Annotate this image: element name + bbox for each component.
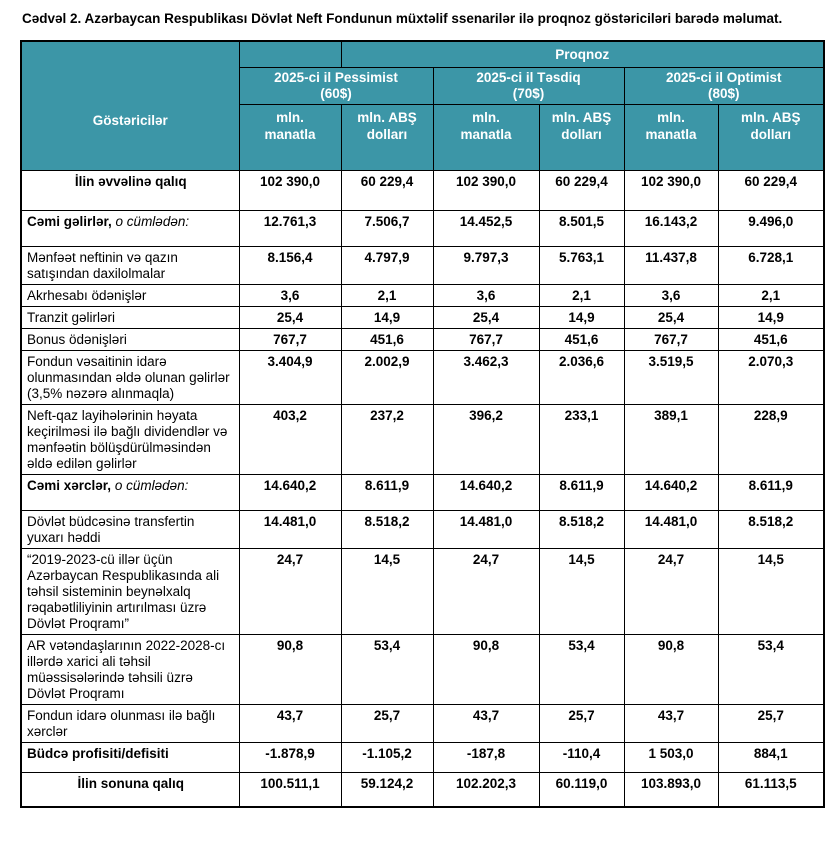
forecast-header-cell: Proqnoz: [341, 41, 824, 67]
scenario-header-cell: [433, 67, 624, 104]
empty-header-cell: [239, 41, 341, 67]
row-value: 14,9: [539, 307, 624, 329]
row-value: 2,1: [718, 285, 824, 307]
row-value: 14,9: [341, 307, 433, 329]
table-row: [21, 511, 824, 549]
unit-header-manat: [239, 105, 341, 171]
row-value: 14.481,0: [624, 511, 718, 549]
unit-header-manat-label: mln. manatla: [264, 110, 316, 142]
row-value: 237,2: [341, 405, 433, 475]
row-value: 25,7: [341, 705, 433, 743]
row-label: Neft-qaz layihələrinin həyata keçirilməsi ilə bağlı dividendlər və mənfəətin bölüşdürülməsindən əldə edilən gəlirlər: [21, 405, 239, 475]
row-value: 8.611,9: [539, 475, 624, 511]
table-row: [21, 285, 824, 307]
row-value: 90,8: [433, 635, 539, 705]
row-value: 2.070,3: [718, 351, 824, 405]
scenario-oil-price: (60$): [320, 85, 352, 101]
row-value: 767,7: [433, 329, 539, 351]
scenario-label: 2025-ci il Təsdiq: [476, 69, 581, 85]
row-value: 451,6: [718, 329, 824, 351]
row-label: İlin sonuna qalıq: [21, 773, 239, 807]
row-value: 60.119,0: [539, 773, 624, 807]
row-value: 9.496,0: [718, 211, 824, 247]
table-row: [21, 307, 824, 329]
unit-header-manat: [624, 105, 718, 171]
row-value: 228,9: [718, 405, 824, 475]
row-value: 767,7: [624, 329, 718, 351]
row-value: 14.640,2: [624, 475, 718, 511]
row-value: 8.611,9: [718, 475, 824, 511]
row-value: 43,7: [239, 705, 341, 743]
row-value: 14.452,5: [433, 211, 539, 247]
row-label: Fondun idarə olunması ilə bağlı xərclər: [21, 705, 239, 743]
row-label: Mənfəət neftinin və qazın satışından daxilolmalar: [21, 247, 239, 285]
table-row: [21, 405, 824, 475]
row-value: 6.728,1: [718, 247, 824, 285]
unit-header-manat: [433, 105, 539, 171]
row-value: 884,1: [718, 743, 824, 773]
row-value: 11.437,8: [624, 247, 718, 285]
row-value: 61.113,5: [718, 773, 824, 807]
row-label: İlin əvvəlinə qalıq: [21, 171, 239, 211]
row-value: 3.519,5: [624, 351, 718, 405]
table-header: [21, 41, 824, 170]
row-value: 3.404,9: [239, 351, 341, 405]
unit-header-usd: [341, 105, 433, 171]
table-row: [21, 743, 824, 773]
row-value: 8.518,2: [718, 511, 824, 549]
row-value: 8.611,9: [341, 475, 433, 511]
row-value: 102 390,0: [624, 171, 718, 211]
row-value: -1.878,9: [239, 743, 341, 773]
table-row: [21, 211, 824, 247]
scenario-header-cell: [239, 67, 433, 104]
row-value: 59.124,2: [341, 773, 433, 807]
row-value: 25,7: [539, 705, 624, 743]
row-value: 53,4: [718, 635, 824, 705]
row-label: Tranzit gəlirləri: [21, 307, 239, 329]
row-value: 9.797,3: [433, 247, 539, 285]
scenario-label: 2025-ci il Optimist: [666, 69, 782, 85]
row-value: 25,4: [624, 307, 718, 329]
row-value: 100.511,1: [239, 773, 341, 807]
row-value: 4.797,9: [341, 247, 433, 285]
unit-header-manat-label: mln. manatla: [645, 110, 697, 142]
row-value: 14,5: [341, 549, 433, 635]
table-row: [21, 475, 824, 511]
row-value: 8.518,2: [539, 511, 624, 549]
row-label: Fondun vəsaitinin idarə olunmasından əldə olunan gəlirlər (3,5% nəzərə alınmaqla): [21, 351, 239, 405]
row-value: 1 503,0: [624, 743, 718, 773]
table-row: [21, 351, 824, 405]
forecast-header-row: [21, 41, 824, 67]
row-label: Akrhesabı ödənişlər: [21, 285, 239, 307]
table-body: [21, 171, 824, 807]
forecast-table: [20, 40, 825, 807]
row-value: 2,1: [539, 285, 624, 307]
row-value: 25,7: [718, 705, 824, 743]
row-label: AR vətəndaşlarının 2022-2028-cı illərdə xarici ali təhsil müəssisələrində təhsili üzrə Dövlət Proqramı: [21, 635, 239, 705]
indicators-header-cell: Göstəricilər: [21, 41, 239, 170]
table-row: [21, 773, 824, 807]
row-label: Dövlət büdcəsinə transfertin yuxarı həddi: [21, 511, 239, 549]
row-value: 90,8: [624, 635, 718, 705]
row-value: 60 229,4: [539, 171, 624, 211]
row-value: 403,2: [239, 405, 341, 475]
row-value: 102 390,0: [239, 171, 341, 211]
row-value: 8.518,2: [341, 511, 433, 549]
scenario-oil-price: (70$): [512, 85, 545, 101]
row-value: 43,7: [624, 705, 718, 743]
unit-header-usd: [718, 105, 824, 171]
row-value: 233,1: [539, 405, 624, 475]
row-value: 25,4: [239, 307, 341, 329]
row-value: 7.506,7: [341, 211, 433, 247]
row-value: -1.105,2: [341, 743, 433, 773]
row-value: 767,7: [239, 329, 341, 351]
row-value: 451,6: [539, 329, 624, 351]
row-value: 14,5: [718, 549, 824, 635]
row-value: 14,5: [539, 549, 624, 635]
row-value: 14.640,2: [239, 475, 341, 511]
scenario-oil-price: (80$): [708, 85, 740, 101]
row-value: 3,6: [624, 285, 718, 307]
row-value: 102.202,3: [433, 773, 539, 807]
row-value: 53,4: [539, 635, 624, 705]
row-value: 8.501,5: [539, 211, 624, 247]
row-value: 103.893,0: [624, 773, 718, 807]
row-label: Cəmi gəlirlər, o cümlədən:: [21, 211, 239, 247]
row-value: 24,7: [624, 549, 718, 635]
unit-header-manat-label: mln. manatla: [460, 110, 512, 142]
row-value: -187,8: [433, 743, 539, 773]
row-value: 53,4: [341, 635, 433, 705]
row-value: 12.761,3: [239, 211, 341, 247]
table-caption: Cədvəl 2. Azərbaycan Respublikası Dövlət Neft Fondunun müxtəlif ssenarilər ilə proqnoz göstəriciləri barədə məlumat.: [22, 11, 783, 26]
row-value: 3,6: [239, 285, 341, 307]
row-value: 3.462,3: [433, 351, 539, 405]
row-label: Cəmi xərclər, o cümlədən:: [21, 475, 239, 511]
row-value: 24,7: [433, 549, 539, 635]
table-row: [21, 171, 824, 211]
unit-header-usd: [539, 105, 624, 171]
scenario-label: 2025-ci il Pessimist: [274, 69, 398, 85]
scenario-header-cell: [624, 67, 824, 104]
unit-header-usd-label: mln. ABŞ dolları: [357, 110, 417, 142]
table-row: [21, 247, 824, 285]
row-value: 60 229,4: [341, 171, 433, 211]
row-value: 25,4: [433, 307, 539, 329]
row-value: 14.640,2: [433, 475, 539, 511]
row-label: Büdcə profisiti/defisiti: [21, 743, 239, 773]
table-row: [21, 329, 824, 351]
table-row: [21, 705, 824, 743]
row-value: 24,7: [239, 549, 341, 635]
row-value: 14.481,0: [433, 511, 539, 549]
row-value: 396,2: [433, 405, 539, 475]
row-value: 60 229,4: [718, 171, 824, 211]
row-value: 2.002,9: [341, 351, 433, 405]
row-value: 14,9: [718, 307, 824, 329]
row-value: 16.143,2: [624, 211, 718, 247]
row-value: 90,8: [239, 635, 341, 705]
row-value: 451,6: [341, 329, 433, 351]
row-value: 8.156,4: [239, 247, 341, 285]
table-row: [21, 549, 824, 635]
row-value: 14.481,0: [239, 511, 341, 549]
unit-header-usd-label: mln. ABŞ dolları: [551, 110, 612, 142]
row-value: -110,4: [539, 743, 624, 773]
row-value: 43,7: [433, 705, 539, 743]
row-value: 3,6: [433, 285, 539, 307]
table-row: [21, 635, 824, 705]
row-label: Bonus ödənişləri: [21, 329, 239, 351]
row-value: 2.036,6: [539, 351, 624, 405]
row-label: “2019-2023-cü illər üçün Azərbaycan Respublikasında ali təhsil sisteminin beynəlxalq rəqabətliliyinin artırılması üzrə Dövlət Proqramı”: [21, 549, 239, 635]
row-value: 2,1: [341, 285, 433, 307]
row-value: 102 390,0: [433, 171, 539, 211]
unit-header-usd-label: mln. ABŞ dolları: [741, 110, 801, 142]
row-value: 5.763,1: [539, 247, 624, 285]
row-value: 389,1: [624, 405, 718, 475]
